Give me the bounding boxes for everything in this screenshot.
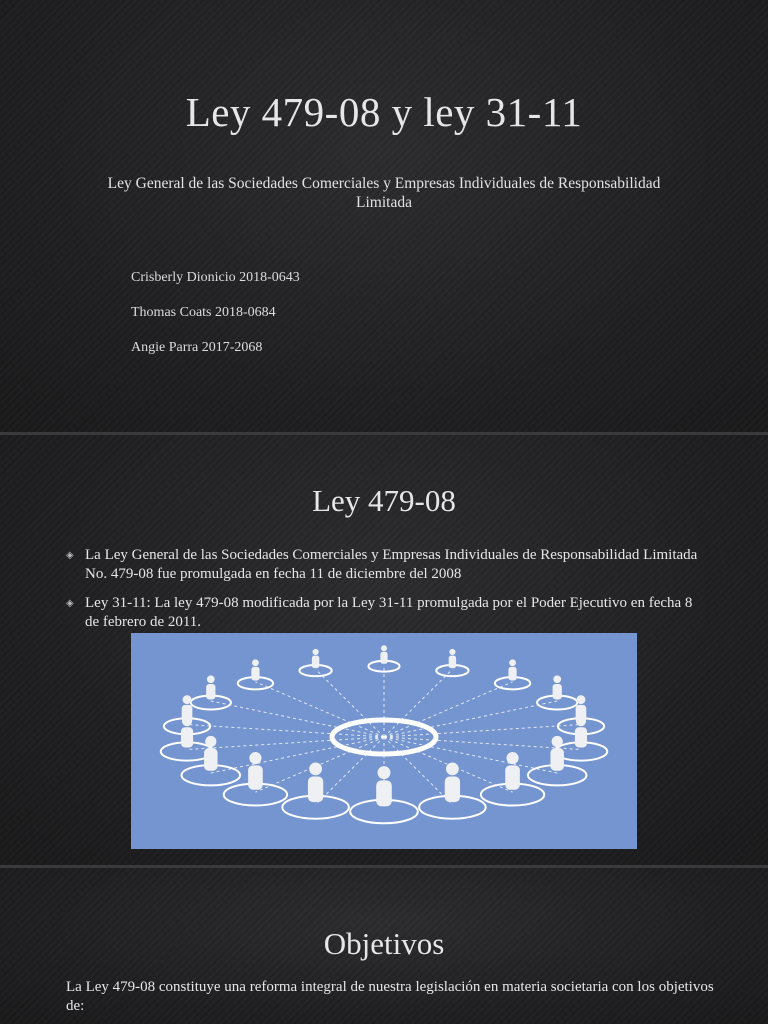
person-icon xyxy=(282,762,349,818)
presentation-title: Ley 479-08 y ley 31-11 xyxy=(185,89,583,135)
bullet-text: La Ley General de las Sociedades Comerciales y Empresas Individuales de Responsabilidad Limitada No. 479-08 fue promulgada en fecha 11 de diciembre del 2008 xyxy=(85,547,698,582)
slide-title xyxy=(0,0,768,432)
person-icon xyxy=(299,649,331,676)
diamond-bullet-icon: ◈ xyxy=(66,598,74,609)
diamond-bullet-icon: ◈ xyxy=(66,550,74,561)
slide-heading: Ley 479-08 xyxy=(312,483,456,518)
slide-heading: Objetivos xyxy=(323,926,445,961)
network-of-people-icon xyxy=(131,633,637,849)
author-2: Thomas Coats 2018-0684 xyxy=(131,305,276,320)
person-icon xyxy=(238,659,273,689)
slide-ley-479-08 xyxy=(0,435,768,865)
person-icon xyxy=(224,752,287,806)
person-icon xyxy=(481,752,544,806)
person-icon xyxy=(495,659,530,689)
person-icon xyxy=(350,766,418,823)
network-illustration xyxy=(131,633,637,849)
slide-body-text: La Ley 479-08 constituye una reforma integral de nuestra legislación en materia societaria con los objetivos de: xyxy=(66,979,714,1014)
presentation-subtitle: Ley General de las Sociedades Comerciales y Empresas Individuales de Responsabilidad Limitada xyxy=(107,175,661,211)
person-icon xyxy=(419,762,486,818)
person-icon xyxy=(368,645,399,671)
slide-objetivos xyxy=(0,868,768,1024)
bullet-item xyxy=(66,594,706,634)
author-3: Angie Parra 2017-2068 xyxy=(131,340,263,355)
bullet-text: Ley 31-11: La ley 479-08 modificada por la Ley 31-11 promulgada por el Poder Ejecutivo en fecha 8 de febrero de 2011. xyxy=(85,595,693,630)
person-icon xyxy=(436,649,468,676)
bullet-item xyxy=(66,546,706,586)
author-1: Crisberly Dionicio 2018-0643 xyxy=(131,270,300,285)
